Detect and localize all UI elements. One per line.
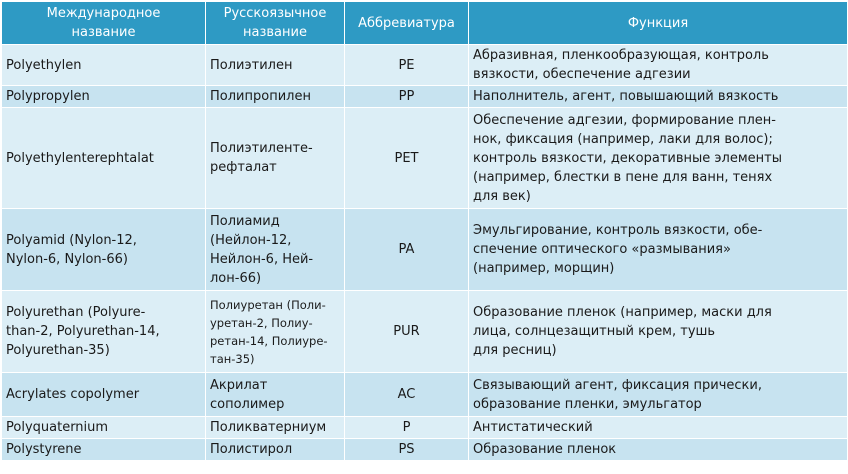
table-row	[2, 108, 848, 209]
cell-abbreviation: PUR	[345, 291, 469, 373]
cell-russian-name: Полиамид (Нейлон-12, Нейлон-6, Ней- лон-66)	[206, 209, 345, 291]
cell-international-name: Polyethylenterephtalat	[2, 108, 206, 209]
cell-function: Абразивная, пленкообразующая, контроль вязкости, обеспечение адгезии	[469, 45, 848, 86]
cell-international-name: Polypropylen	[2, 86, 206, 108]
cell-russian-name: Акрилат сополимер	[206, 373, 345, 417]
cell-russian-name: Полистирол	[206, 439, 345, 461]
cell-function: Наполнитель, агент, повышающий вязкость	[469, 86, 848, 108]
table-row	[2, 373, 848, 417]
header-row	[2, 2, 848, 45]
cell-russian-name: Полиуретан (Поли- уретан-2, Полиу- ретан-14, Полиуре- тан-35)	[206, 291, 345, 373]
table-row	[2, 417, 848, 439]
cell-russian-name: Полиэтилен	[206, 45, 345, 86]
cell-function: Антистатический	[469, 417, 848, 439]
cell-international-name: Polyethylen	[2, 45, 206, 86]
cell-function: Эмульгирование, контроль вязкости, обе- спечение оптического «размывания» (например, морщин)	[469, 209, 848, 291]
cell-international-name: Polyquaternium	[2, 417, 206, 439]
cell-abbreviation: PS	[345, 439, 469, 461]
table-header	[2, 2, 848, 45]
cell-international-name: Polyurethan (Polyure- than-2, Polyurethan-14, Polyurethan-35)	[2, 291, 206, 373]
table-row	[2, 209, 848, 291]
cell-abbreviation: AC	[345, 373, 469, 417]
header-function: Функция	[469, 2, 848, 45]
cell-function: Связывающий агент, фиксация прически, образование пленки, эмульгатор	[469, 373, 848, 417]
cell-international-name: Acrylates copolymer	[2, 373, 206, 417]
header-international-name: Международное название	[2, 2, 206, 45]
cell-abbreviation: PA	[345, 209, 469, 291]
header-russian-name: Русскоязычное название	[206, 2, 345, 45]
polymer-table	[1, 1, 848, 461]
cell-russian-name: Поликватерниум	[206, 417, 345, 439]
cell-function: Образование пленок	[469, 439, 848, 461]
cell-international-name: Polystyrene	[2, 439, 206, 461]
cell-abbreviation: PET	[345, 108, 469, 209]
table-row	[2, 291, 848, 373]
cell-abbreviation: P	[345, 417, 469, 439]
cell-abbreviation: PP	[345, 86, 469, 108]
cell-function: Обеспечение адгезии, формирование плен- нок, фиксация (например, лаки для волос); контроль вязкости, декоративные элементы (например, блестки в пене для ванн, тенях для век)	[469, 108, 848, 209]
cell-abbreviation: PE	[345, 45, 469, 86]
table-row	[2, 439, 848, 461]
table-row	[2, 45, 848, 86]
cell-russian-name: Полиэтиленте- рефталат	[206, 108, 345, 209]
cell-russian-name: Полипропилен	[206, 86, 345, 108]
cell-international-name: Polyamid (Nylon-12, Nylon-6, Nylon-66)	[2, 209, 206, 291]
header-abbreviation: Аббревиатура	[345, 2, 469, 45]
cell-function: Образование пленок (например, маски для лица, солнцезащитный крем, тушь для ресниц)	[469, 291, 848, 373]
table-body	[2, 45, 848, 461]
table-row	[2, 86, 848, 108]
